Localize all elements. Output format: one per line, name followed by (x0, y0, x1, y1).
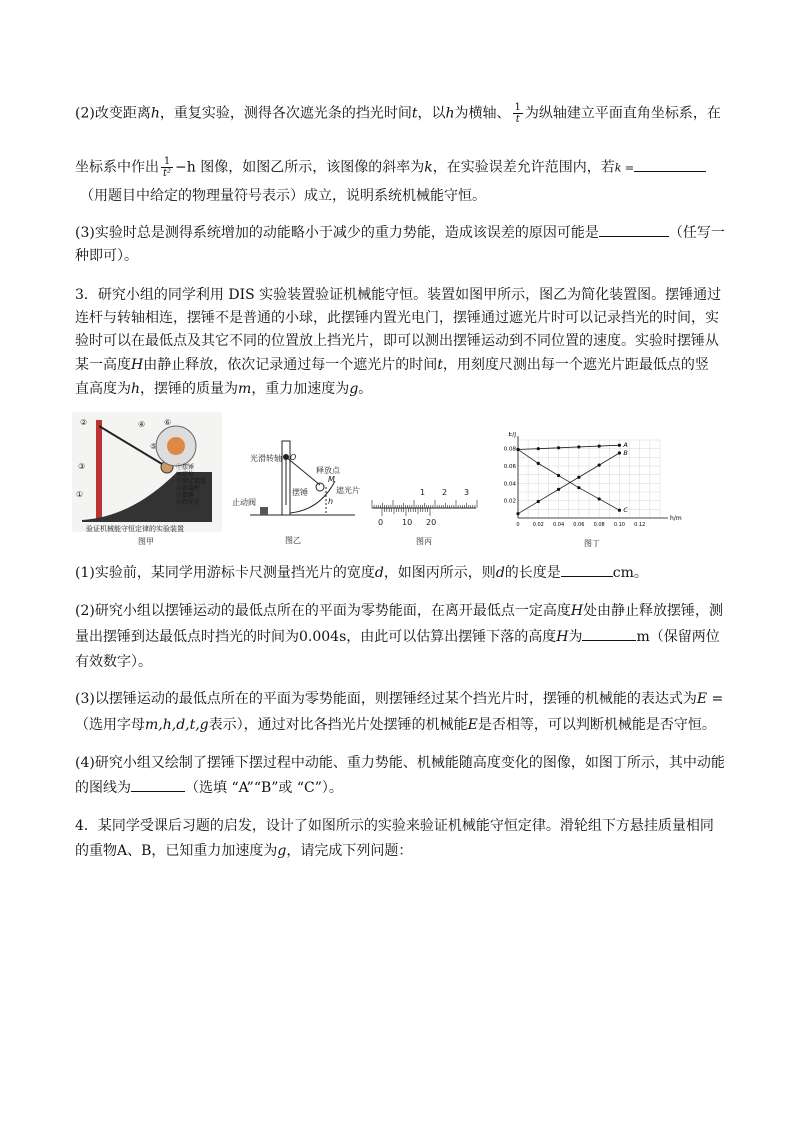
label-shutter: 遮光片 (336, 486, 360, 495)
text: 3．研究小组的同学利用 DIS 实验装置验证机械能守恒。装置如图甲所示，图乙为简化装置图。摆锤通过 (75, 287, 722, 303)
text: 为横轴、 (454, 105, 511, 122)
main-tick-1: 1 (420, 488, 426, 497)
x-tick-label: 0.10 (613, 522, 625, 528)
legend-item: ⑤摆锤 (176, 492, 195, 499)
text: 量出摆锤到达最低点时挡光的时间为 (75, 629, 299, 645)
q3-intro-line3 (75, 330, 719, 352)
var-H: H (556, 629, 569, 645)
text: ，如图丙所示，则 (383, 565, 496, 581)
figure-yi-drawing (230, 435, 360, 525)
text: (3)以摆锤运动的最低点所在的平面为零势能面，则摆锤经过某个挡光片时，摆锤的机械能的表达式为 (75, 691, 697, 707)
q2-part2-line2 (75, 156, 706, 180)
series-label-C: C (623, 506, 628, 515)
q3-intro-line4 (75, 354, 709, 376)
y-tick-label: 0.04 (503, 481, 516, 488)
var-m: m (238, 381, 252, 397)
label-stop-valve: 止动阀 (232, 498, 256, 507)
q3-intro-line2 (75, 307, 719, 329)
figure-bing-caption: 图丙 (416, 537, 432, 546)
legend-item: ②定位 (176, 471, 195, 478)
text: （选用字母 (75, 717, 145, 733)
series-point-C (557, 474, 560, 477)
legend-item: ①摆锤 (176, 464, 195, 471)
marker-4: ④ (138, 420, 146, 429)
x-tick-label: 0.02 (532, 522, 544, 528)
vernier-tick-10: 10 (402, 518, 413, 527)
figure-jia-inner-caption: 验证机械能守恒定律的实验装置 (86, 525, 184, 533)
figure-yi-caption: 图乙 (285, 536, 301, 545)
text: 处由静止释放摆锤，测 (583, 603, 724, 619)
text: (3)实验时总是测得系统增加的动能略小于减少的重力势能，造成该误差的原因可能是 (75, 225, 599, 241)
text: 的长度是 (504, 565, 561, 581)
series-point-B (537, 500, 540, 503)
text: 的图线为 (75, 780, 131, 796)
series-point-C (537, 462, 540, 465)
var-E: E = (696, 691, 724, 707)
figure-ding (492, 432, 682, 550)
marker-1: ① (76, 490, 84, 499)
text: (1)实验前，某同学用游标卡尺测量挡光片的宽度 (75, 565, 375, 581)
var-H: H (570, 603, 584, 619)
x-axis-label: h/m (670, 515, 682, 522)
var-H: H (131, 357, 144, 373)
text: −h 图像，如图乙所示，该图像的斜率为 (175, 159, 425, 176)
var-E: E (467, 717, 478, 733)
text: 由静止释放，依次记录通过每一个遮光片的时间 (143, 357, 438, 373)
series-point-C (598, 497, 601, 500)
label-O: O (290, 453, 297, 462)
x-tick-label: 0 (516, 522, 520, 528)
label-release: 释放点 (316, 466, 340, 475)
q3-part4-line2 (75, 777, 343, 799)
series-point-C (618, 509, 621, 512)
x-tick-label: 0.12 (634, 522, 646, 528)
var-d: d (495, 565, 505, 581)
text: ，重力加速度为 (251, 381, 350, 397)
vernier-tick-20: 20 (426, 518, 437, 527)
var-h: h (131, 381, 141, 397)
series-point-C (516, 448, 519, 451)
series-label-B: B (623, 449, 628, 457)
frac-den: t² (163, 168, 172, 179)
main-tick-2: 2 (442, 488, 448, 497)
x-tick-label: 0.06 (573, 522, 585, 528)
answer-blank-k[interactable] (634, 157, 706, 172)
text: ，请完成下列问题： (286, 843, 413, 859)
series-point-A (577, 445, 580, 448)
series-point-A (537, 447, 540, 450)
marker-5: ⑤ (150, 442, 158, 451)
series-point-A (618, 444, 621, 447)
text: m（保留两位 (636, 629, 720, 645)
series-point-B (577, 476, 580, 479)
var-t: t (411, 105, 418, 122)
text: 为 (568, 629, 583, 645)
text: 直高度为 (75, 381, 131, 397)
text: 的重物 (75, 843, 117, 859)
y-axis-label: E/J (508, 432, 516, 438)
text: 有效数字）。 (75, 654, 152, 670)
series-point-A (598, 444, 601, 447)
q4-line1 (75, 815, 714, 837)
y-tick-label: 0.06 (503, 464, 516, 470)
q3-part2-line1 (75, 600, 723, 622)
var-k-eq: k = (614, 161, 635, 175)
text: （任写一 (668, 225, 725, 241)
q3-part3-line2 (75, 714, 716, 736)
text: （用题目中给定的物理量符号表示）成立，说明系统机械能守恒。 (80, 188, 486, 204)
frac-num: 1 (161, 156, 173, 168)
y-tick-label: 0.08 (503, 446, 516, 453)
text: ，摆锤的质量为 (140, 381, 239, 397)
series-point-B (516, 512, 519, 515)
text: cm。 (612, 565, 648, 581)
series-point-B (618, 451, 621, 454)
text: 坐标系中作出 (75, 159, 159, 176)
var-g: g (349, 381, 359, 397)
q3-part2-line2 (75, 626, 720, 648)
var-g: g (277, 843, 287, 859)
vernier-tick-0: 0 (378, 518, 384, 527)
legend-item: ③固定装置 (176, 478, 207, 485)
fraction-1-over-t2 (161, 156, 173, 179)
text: 是否相等，可以判断机械能是否守恒。 (477, 717, 716, 733)
answer-blank-d[interactable] (561, 562, 613, 577)
text: ，用刻度尺测出每一个遮光片距最低点的竖 (442, 357, 709, 373)
series-label-A: A (623, 441, 628, 450)
text: （选填 “A”“B”或 “C”）。 (185, 780, 343, 796)
fraction-1-over-t (513, 102, 523, 125)
x-tick-label: 0.08 (593, 522, 605, 528)
marker-6: ⑥ (164, 418, 172, 427)
series-point-C (577, 486, 580, 489)
energy-height-chart (492, 432, 682, 536)
text: (2)改变距离 (75, 105, 151, 122)
q2-part3-line2 (75, 245, 138, 267)
series-point-B (598, 464, 601, 467)
var-h: h (445, 105, 455, 122)
marker-2: ② (80, 418, 88, 427)
var-A: A (117, 843, 128, 859)
main-tick-3: 3 (464, 488, 470, 497)
text: 连杆与转轴相连，摆锤不是普通的小球，此摆锤内置光电门，摆锤通过遮光片时可以记录挡光的时间，实 (75, 310, 719, 326)
answer-blank-kinetic-line[interactable] (131, 777, 185, 792)
pole (96, 420, 102, 520)
text: 某一高度 (75, 357, 131, 373)
q2-part2-line3 (80, 185, 486, 207)
figure-ding-caption: 图丁 (584, 539, 600, 548)
q2-part2-line1 (75, 102, 721, 125)
answer-blank-error-cause[interactable] (599, 222, 669, 237)
var-k: k (424, 159, 433, 176)
label-pendulum: 摆锤 (292, 488, 308, 497)
figure-bing (368, 488, 478, 548)
q3-intro-line5 (75, 378, 372, 400)
value-time: 0.004s (299, 629, 347, 645)
q3-part2-line3 (75, 651, 152, 673)
label-axis: 光滑转轴 (250, 454, 282, 463)
figure-jia (72, 412, 222, 547)
text: 种即可）。 (75, 248, 138, 264)
var-h: h (150, 105, 160, 122)
marker-3: ③ (78, 462, 86, 471)
legend-item: ⑥挡光片 (176, 499, 201, 506)
legend-item: ④连接杆 (176, 485, 201, 492)
q3-intro-line1 (75, 284, 721, 306)
x-tick-label: 0.04 (553, 522, 565, 528)
figure-yi (230, 435, 360, 547)
series-point-A (557, 446, 560, 449)
q4-line2 (75, 840, 412, 862)
figure-jia-caption: 图甲 (138, 537, 154, 546)
frac-num: 1 (514, 102, 521, 113)
text: 4．某同学受课后习题的启发，设计了如图所示的实验来验证机械能守恒定律。滑轮组下方悬挂质量相同 (75, 818, 714, 834)
series-point-B (557, 488, 560, 491)
label-M: M (328, 475, 335, 484)
figure-jia-legend (176, 464, 206, 506)
text: (2)研究小组以摆锤运动的最低点所在的平面为零势能面，在离开最低点一定高度 (75, 603, 571, 619)
q3-part1 (75, 562, 648, 584)
text: ，重复实验，测得各次遮光条的挡光时间 (159, 105, 412, 122)
q3-part4-line1 (75, 752, 725, 774)
text: ，由此可以估算出摆锤下落的高度 (346, 629, 557, 645)
text: 验时可以在最低点及其它不同的位置放上挡光片，即可以测出摆锤运动到不同位置的速度。实验时摆锤从 (75, 333, 719, 349)
text: 表示），通过对比各挡光片处摆锤的机械能 (208, 717, 468, 733)
var-d: d (374, 565, 384, 581)
text: ，以 (417, 105, 446, 122)
q3-part3-line1 (75, 688, 723, 710)
var-t: t (437, 357, 443, 373)
frac-den: t (515, 114, 520, 125)
text: 、B，已知重力加速度为 (127, 843, 278, 859)
y-tick-label: 0.02 (503, 498, 516, 505)
q2-part3-line1 (75, 222, 725, 244)
label-h: h (328, 497, 334, 506)
text: 为纵轴建立平面直角坐标系，在 (524, 105, 721, 122)
text: 。 (358, 381, 373, 397)
answer-blank-H[interactable] (582, 626, 636, 641)
vars: m,h,d,t,g (145, 717, 209, 733)
text: ，在实验误差允许范围内，若 (432, 159, 615, 176)
text: (4)研究小组又绘制了摆锤下摆过程中动能、重力势能、机械能随高度变化的图像，如图丁所示，其中动能 (75, 755, 725, 771)
